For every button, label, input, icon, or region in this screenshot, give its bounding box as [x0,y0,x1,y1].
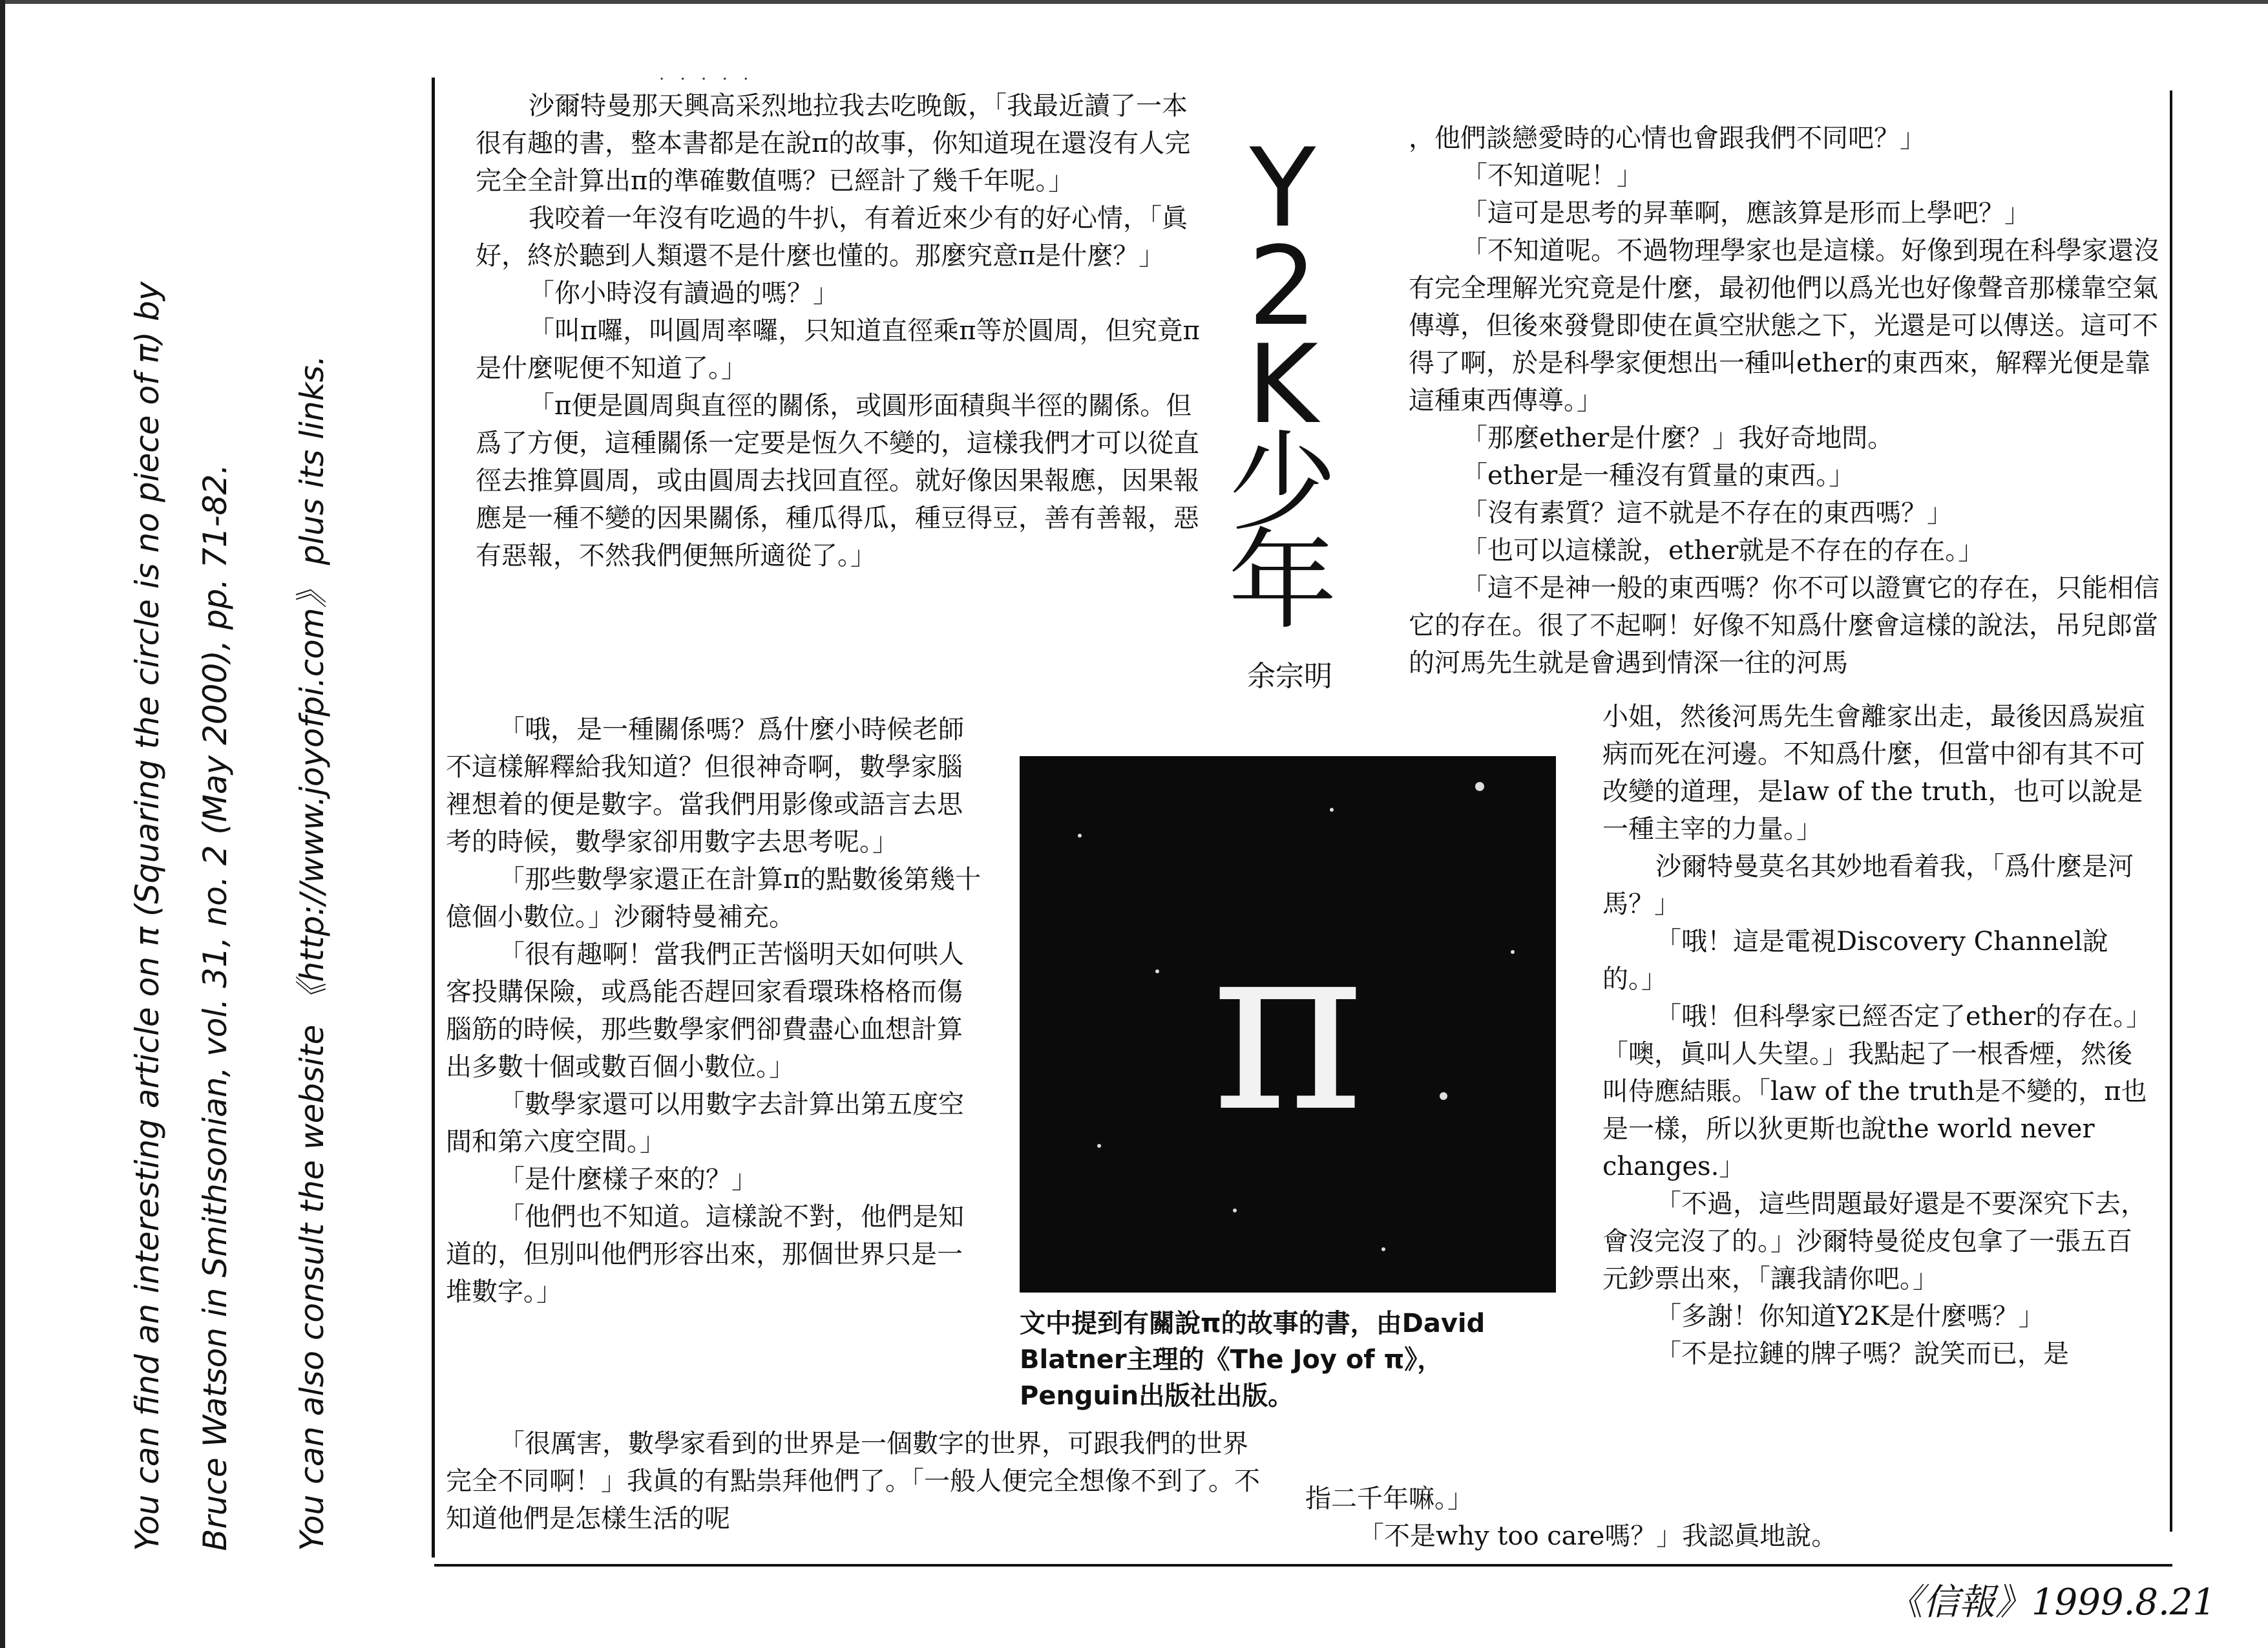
pi-symbol: π [1211,892,1365,1163]
article-column-d [1602,698,2152,1373]
paragraph: 「是什麼樣子來的？」 [499,1165,757,1194]
headline [1215,125,1350,644]
paragraph: 「數學家還可以用數字去計算出第五度空間和第六度空間。」 [446,1090,964,1157]
paragraph: 「不知道呢。不過物理學家也是這樣。好像到現在科學家還沒有完全理解光究竟是什麼，最初他們以爲光也好像聲音那樣靠空氣傳導，但後來發覺即使在眞空狀態之下，光還是可以傳送。這可不得了啊，於是科學家便想出一種叫ether的東西來，解釋光便是靠這種東西傳導。」 [1409,236,2159,416]
paragraph: 我咬着一年沒有吃過的牛扒，有着近來少有的好心情，「眞好，終於聽到人類還不是什麼也懂的。那麼究意π是什麼？」 [476,204,1188,271]
paragraph: 「這不是神一般的東西嗎？你不可以證實它的存在，只能相信它的存在。很了不起啊！好像不知爲什麼會這樣的說法，吊兒郎當的河馬先生就是會遇到情深一往的河馬 [1409,573,2159,678]
paragraph: 「他們也不知道。這樣說不對，他們是知道的，但別叫他們形容出來，那個世界只是一堆數字。」 [446,1202,964,1307]
star-dot [1078,834,1082,838]
column-rule-left [432,78,435,1558]
paragraph: 「不是why too care嗎？」我認眞地說。 [1358,1521,1838,1551]
paragraph: 指二千年嘛。」 [1305,1484,1473,1514]
handwritten-note-line-2: Bruce Watson in Smithsonian, vol. 31, no. 2 (May 2000), pp. 71-82. [196,463,234,1551]
paragraph: ，他們談戀愛時的心情也會跟我們不同吧？」 [1409,123,1926,153]
paragraph: 沙爾特曼那天興高采烈地拉我去吃晚飯，「我最近讀了一本很有趣的書，整本書都是在說π的故事，你知道現在還沒有人完完全全計算出π的準確數值嗎？已經計了幾千年呢。」 [476,91,1191,196]
handwritten-note-line-1: You can find an interesting article on π (Squaring the circle is no piece of π) by [129,281,166,1551]
byline: 余宗明 [1247,660,1332,693]
paragraph: 「也可以這樣說，ether就是不存在的存在。」 [1462,536,1984,565]
star-dot [1233,1209,1237,1212]
paragraph: 「很有趣啊！當我們正苦惱明天如何哄人客投購保險，或爲能否趕回家看環珠格格而傷腦筋的時候，那些數學家們卻費盡心血想計算出多數十個或數百個小數位。」 [446,940,964,1082]
paragraph: 「不過，這些問題最好還是不要深究下去，會沒完沒了的。」沙爾特曼從皮包拿了一張五百元鈔票出來，「讓我請你吧。」 [1602,1189,2147,1294]
paragraph: 「不知道呢！」 [1462,161,1643,191]
newspaper-masthead: 《信報》1999.8.21 [1887,1581,2216,1623]
star-dot [1475,782,1484,791]
bottom-rule [434,1564,2172,1567]
headline-char: 年 [1228,518,1337,644]
paragraph: 「那麼ether是什麼？」我好奇地問。 [1462,423,1894,453]
paragraph: 「哦！但科學家已經否定了ether的存在。」 [1655,1002,2152,1031]
paragraph: 「不是拉鏈的牌子嗎？說笑而已，是 [1655,1339,2069,1369]
paragraph: 「沒有素質？這不就是不存在的東西嗎？」 [1462,498,1953,528]
headline-char: 少 [1228,419,1337,546]
article-column-e [446,1425,1266,1537]
paragraph: 「多謝！你知道Y2K是什麼嗎？」 [1655,1302,2044,1331]
paragraph: 「叫π囉，叫圓周率囉，只知道直徑乘π等於圓周，但究竟π是什麼呢便不知道了。」 [476,316,1200,383]
article-column-f [1305,1480,2145,1555]
star-dot [1381,1247,1385,1251]
scan-edge-left [0,0,5,1648]
paragraph: 小姐，然後河馬先生會離家出走，最後因爲炭疽病而死在河邊。不知爲什麼，但當中卻有其不可改變的道理，是law of the truth，也可以說是一種主宰的力量。」 [1602,702,2145,844]
article-column-c [1409,120,2161,682]
handwritten-note-line-3: You can also consult the website 《http://www.joyofpi.com》 plus its links. [293,355,331,1551]
paragraph: 「π便是圓周與直徑的關係，或圓形面積與半徑的關係。但爲了方便，這種關係一定要是恆久不變的，這樣我們才可以從直徑去推算圓周，或由圓周去找回直徑。就好像因果報應，因果報應是一種不變的因果關係，種瓜得瓜，種豆得豆，善有善報，惡有惡報，不然我們便無所適從了。」 [476,391,1199,571]
paragraph: 「這可是思考的昇華啊，應該算是形而上學吧？」 [1462,198,2030,228]
paragraph: 「哦！這是電視Discovery Channel說的。」 [1602,927,2108,994]
paragraph: 「ether是一種沒有質量的東西。」 [1462,461,1855,491]
headline-char: Y [1249,125,1316,251]
image-caption: 文中提到有關說π的故事的書，由David Blatner主理的《The Joy of π》，Penguin出版社出版。 [1020,1309,1486,1411]
top-dots: · · · · · [659,70,754,89]
article-column-b [446,711,982,1311]
paragraph: 「你小時沒有讀過的嗎？」 [529,279,839,308]
paragraph: 「很厲害，數學家看到的世界是一個數字的世界，可跟我們的世界完全不同啊！」我眞的有點祟拜他們了。「一般人便完全想像不到了。不知道他們是怎樣生活的呢 [446,1429,1260,1534]
paragraph: 「噢，眞叫人失望。」我點起了一根香煙，然後叫侍應結賬。「law of the truth是不變的，π也是一樣，所以狄更斯也說the world never changes.」 [1602,1039,2147,1181]
paragraph: 「哦，是一種關係嗎？爲什麼小時候老師不這樣解釋給我知道？但很神奇啊，數學家腦裡想着的便是數字。當我們用影像或語言去思考的時候，數學家卻用數字去思考呢。」 [446,715,964,857]
article-column-a [476,87,1209,575]
headline-char: K [1246,321,1319,448]
star-dot [1330,808,1334,812]
headline-char: 2 [1248,223,1318,350]
scan-edge-top [0,0,2268,4]
column-rule-right [2170,90,2172,1532]
paragraph: 「那些數學家還正在計算π的點數後第幾十億個小數位。」沙爾特曼補充。 [446,865,982,932]
paragraph: 沙爾特曼莫名其妙地看着我，「爲什麼是河馬？」 [1602,852,2134,919]
pi-photo [1020,756,1556,1293]
